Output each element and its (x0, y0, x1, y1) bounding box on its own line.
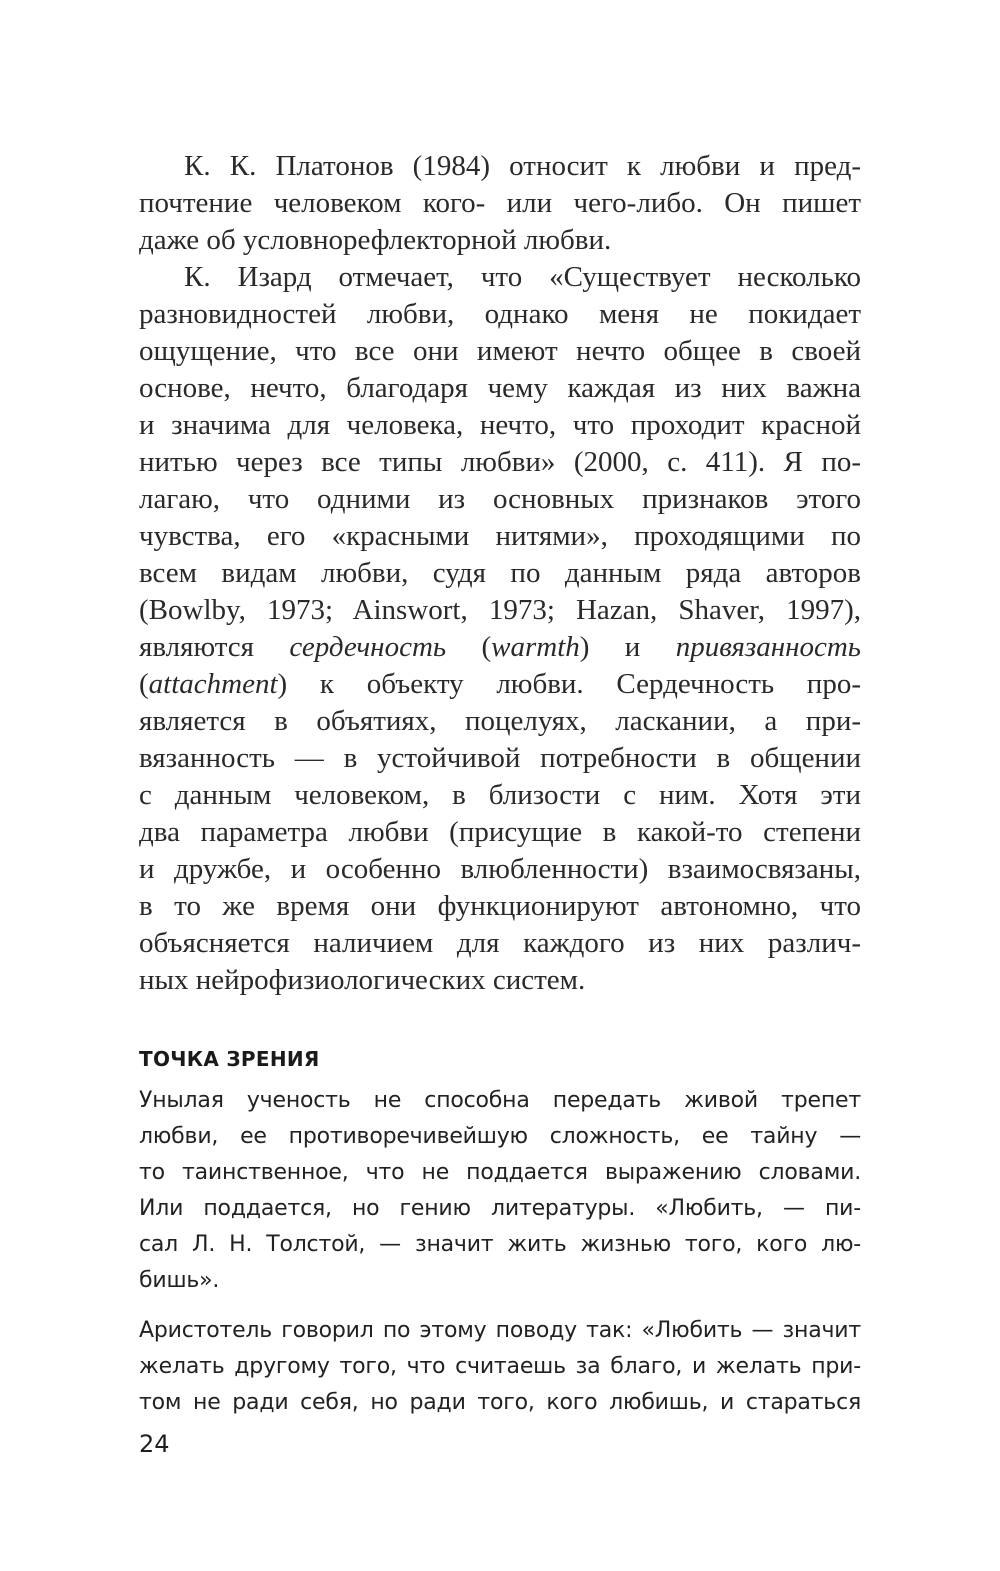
page-number: 24 (139, 1430, 170, 1458)
text-line: бишь». (139, 1268, 220, 1293)
text-line: является в объятиях, поцелуях, ласкании, а при- (139, 705, 861, 737)
page-content (139, 148, 861, 1421)
text-line: объясняется наличием для каждого из них различ- (139, 927, 861, 959)
text-line: нитью через все типы любви» (2000, с. 411). Я по- (139, 446, 861, 478)
text-line: К. Изард отмечает, что «Существует несколько (184, 261, 861, 293)
text-run: ) к объекту любви. Сердечность про- (277, 668, 861, 700)
text-line: основе, нечто, благодаря чему каждая из них важна (139, 372, 861, 404)
sidebar-heading: ТОЧКА ЗРЕНИЯ (139, 1047, 320, 1071)
text-line: почтение человеком кого- или чего-либо. Он пишет (139, 187, 861, 219)
text-line: вязанность — в устойчивой потребности в общении (139, 742, 861, 774)
text-line-with-italics (139, 666, 861, 703)
text-line: сал Л. Н. Толстой, — значит жить жизнью того, кого лю- (139, 1232, 861, 1257)
italic-term-attachment-ru: привязанность (675, 631, 861, 663)
text-line: К. К. Платонов (1984) относит к любви и пред- (184, 150, 861, 182)
text-line: и дружбе, и особенно влюбленности) взаимосвязаны, (139, 853, 861, 885)
text-run: ) и (579, 631, 676, 663)
text-line: том не ради себя, но ради того, кого любишь, и стараться (139, 1390, 861, 1415)
text-line: два параметра любви (присущие в какой-то степени (139, 816, 861, 848)
body-paragraph-1 (139, 148, 861, 259)
text-line: (Bowlby, 1973; Ainswort, 1973; Hazan, Shaver, 1997), (139, 594, 861, 626)
text-line: любви, ее противоречивейшую сложность, ее тайну — (139, 1124, 861, 1149)
text-line: и значима для человека, нечто, что проходит красной (139, 409, 861, 441)
italic-term-warmth-ru: сердечность (289, 631, 447, 663)
body-paragraph-2 (139, 259, 861, 999)
sidebar-block-2 (139, 1313, 861, 1421)
text-line-with-italics (139, 629, 861, 666)
text-line: Или поддается, но гению литературы. «Любить, — пи- (139, 1196, 861, 1221)
text-line: желать другому того, что считаешь за благо, и желать при- (139, 1354, 861, 1379)
text-line: в то же время они функционируют автономно, что (139, 890, 861, 922)
italic-term-attachment-en: attachment (148, 668, 278, 700)
text-line: то таинственное, что не поддается выражению словами. (139, 1160, 861, 1185)
text-line: Аристотель говорил по этому поводу так: «Любить — значит (139, 1318, 861, 1343)
text-line: лагаю, что одними из основных признаков этого (139, 483, 861, 515)
text-run: являются (139, 631, 290, 663)
text-run: ( (139, 668, 149, 700)
text-line: ощущение, что все они имеют нечто общее в своей (139, 335, 861, 367)
italic-term-warmth-en: warmth (491, 631, 580, 663)
text-line: даже об условнорефлекторной любви. (139, 224, 612, 256)
text-line: разновидностей любви, однако меня не покидает (139, 298, 861, 330)
text-line: ных нейрофизиологических систем. (139, 964, 586, 996)
text-line: Унылая ученость не способна передать живой трепет (139, 1088, 861, 1113)
text-line: всем видам любви, судя по данным ряда авторов (139, 557, 861, 589)
text-line: с данным человеком, в близости с ним. Хотя эти (139, 779, 861, 811)
text-run: ( (446, 631, 492, 663)
text-line: чувства, его «красными нитями», проходящими по (139, 520, 861, 552)
sidebar-block-1 (139, 1083, 861, 1299)
